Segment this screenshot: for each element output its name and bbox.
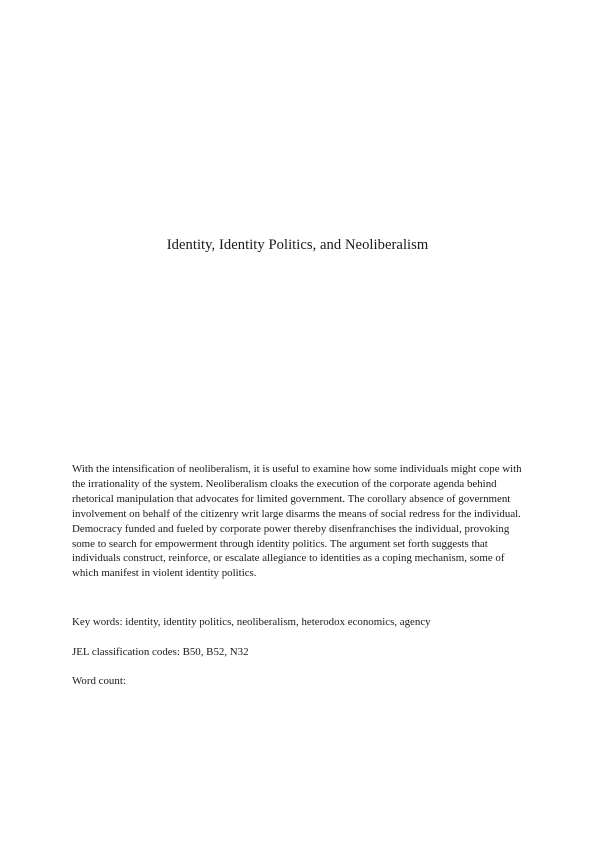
abstract-paragraph: With the intensification of neoliberalism, it is useful to examine how some individuals might cope with the irrationality of the system. Neoliberalism cloaks the execution of the corporate agenda behind rhetorical manipulation that advocates for limited government. The corollary absence of government involvement on behalf of the citizenry writ large disarms the means of social redress for the individual. Democracy funded and fueled by corporate power thereby disenfranchises the individual, provoking some to search for empowerment through identity politics. The argument set forth suggests that individuals construct, reinforce, or escalate allegiance to identities as a coping mechanism, some of which manifest in violent identity politics. — [72, 463, 522, 580]
keywords-line: Key words: identity, identity politics, neoliberalism, heterodox economics, agency — [72, 616, 431, 628]
paper-title: Identity, Identity Politics, and Neoliberalism — [166, 237, 429, 253]
jel-codes-line: JEL classification codes: B50, B52, N32 — [72, 646, 249, 658]
word-count-line: Word count: — [72, 675, 126, 687]
